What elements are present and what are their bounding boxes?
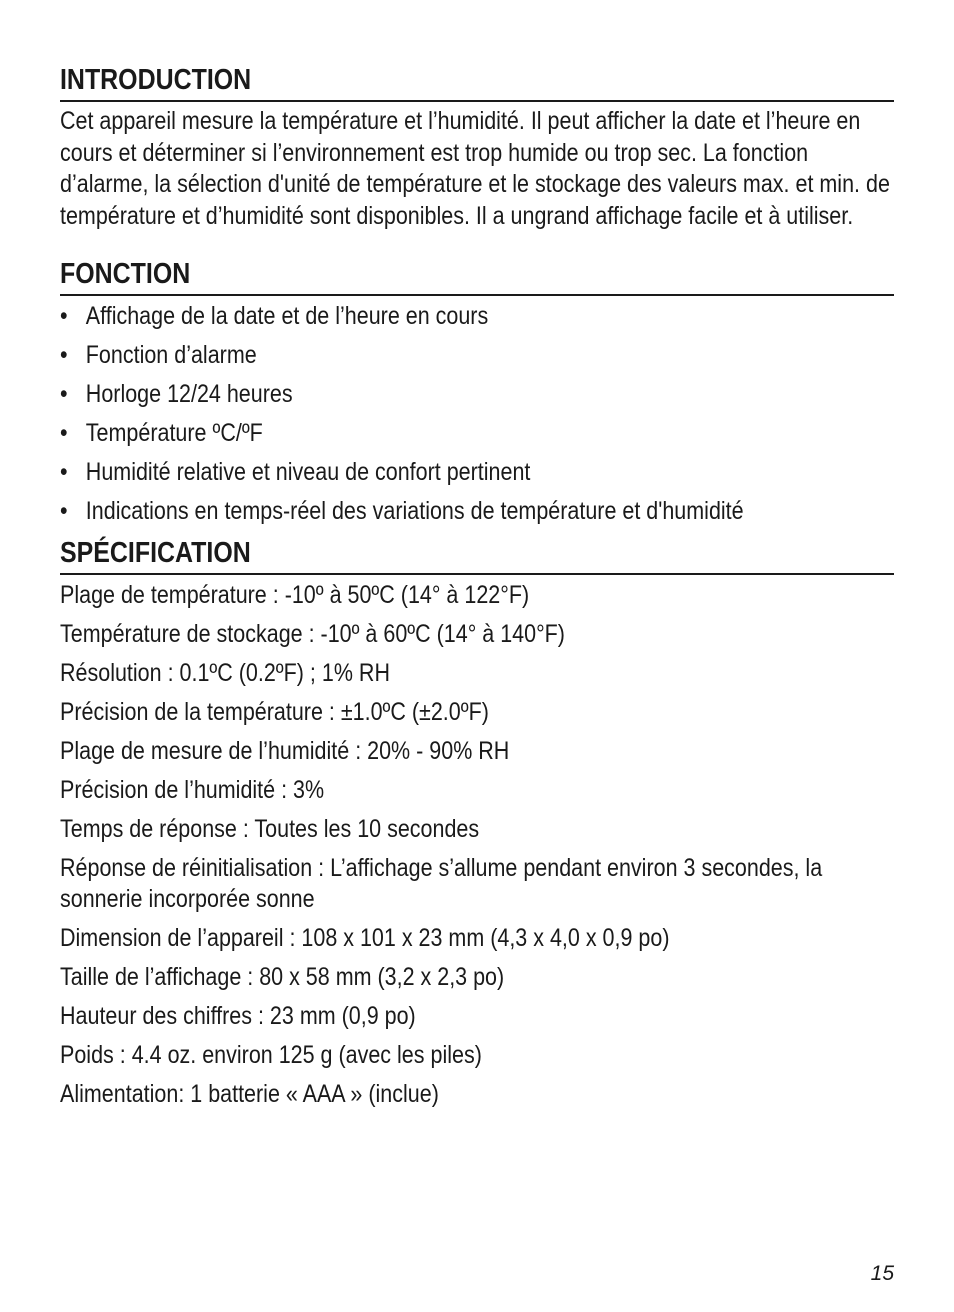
list-item-text: Indications en temps-réel des variations de température et d'humidité bbox=[85, 497, 744, 525]
spec-item: Plage de température : -10º à 50ºC (14° à 122°F) bbox=[60, 581, 530, 609]
bullet-icon: • bbox=[60, 341, 68, 369]
spec-item: Résolution : 0.1ºC (0.2ºF) ; 1% RH bbox=[60, 659, 390, 687]
list-item bbox=[60, 457, 777, 496]
fonction-list bbox=[60, 301, 894, 535]
spec-item: Poids : 4.4 oz. environ 125 g (avec les piles) bbox=[60, 1041, 482, 1069]
list-item-text: Horloge 12/24 heures bbox=[85, 380, 293, 408]
spec-item: Précision de la température : ±1.0ºC (±2.0ºF) bbox=[60, 698, 489, 726]
spec-item: Température de stockage : -10º à 60ºC (14° à 140°F) bbox=[60, 620, 565, 648]
list-item bbox=[60, 418, 777, 457]
fonction-heading: FONCTION bbox=[60, 258, 191, 290]
spec-item: Réponse de réinitialisation : L’affichage s’allume pendant environ 3 secondes, la sonnerie incorporée sonne bbox=[60, 854, 823, 913]
manual-page bbox=[60, 60, 894, 1118]
specification-section bbox=[60, 533, 894, 1118]
bullet-icon: • bbox=[60, 458, 68, 486]
introduction-heading: INTRODUCTION bbox=[60, 64, 252, 96]
page-number: 15 bbox=[870, 1262, 894, 1285]
list-item-text: Humidité relative et niveau de confort pertinent bbox=[85, 458, 531, 486]
bullet-icon: • bbox=[60, 380, 68, 408]
introduction-heading-rule bbox=[60, 60, 894, 102]
spec-item: Temps de réponse : Toutes les 10 secondes bbox=[60, 815, 480, 843]
bullet-icon: • bbox=[60, 497, 68, 525]
list-item bbox=[60, 340, 777, 379]
introduction-section bbox=[60, 60, 894, 232]
spec-item: Alimentation: 1 batterie « AAA » (inclue) bbox=[60, 1080, 439, 1108]
list-item bbox=[60, 301, 777, 340]
spec-item: Hauteur des chiffres : 23 mm (0,9 po) bbox=[60, 1002, 416, 1030]
spec-item: Précision de l’humidité : 3% bbox=[60, 776, 325, 804]
introduction-paragraph: Cet appareil mesure la température et l’humidité. Il peut afficher la date et l’heure en cours et déterminer si l’environnement est trop humide ou trop sec. La fonction d’alarme, la sélection d'unité de température et le stockage des valeurs max. et min. de température et d’humidité sont disponibles. Il a ungrand affichage facile et à utiliser. bbox=[60, 107, 890, 230]
bullet-icon: • bbox=[60, 419, 68, 447]
list-item-text: Affichage de la date et de l’heure en cours bbox=[85, 302, 489, 330]
list-item bbox=[60, 379, 777, 418]
list-item-text: Température ºC/ºF bbox=[85, 419, 263, 447]
spec-item: Dimension de l’appareil : 108 x 101 x 23 mm (4,3 x 4,0 x 0,9 po) bbox=[60, 924, 670, 952]
specification-list bbox=[60, 580, 894, 1118]
specification-heading-rule bbox=[60, 533, 894, 575]
list-item bbox=[60, 496, 777, 535]
spec-item: Taille de l’affichage : 80 x 58 mm (3,2 x 2,3 po) bbox=[60, 963, 505, 991]
spec-item: Plage de mesure de l’humidité : 20% - 90% RH bbox=[60, 737, 510, 765]
bullet-icon: • bbox=[60, 302, 68, 330]
fonction-heading-rule bbox=[60, 254, 894, 296]
fonction-section bbox=[60, 254, 894, 535]
list-item-text: Fonction d’alarme bbox=[85, 341, 257, 369]
specification-heading: SPÉCIFICATION bbox=[60, 537, 251, 569]
